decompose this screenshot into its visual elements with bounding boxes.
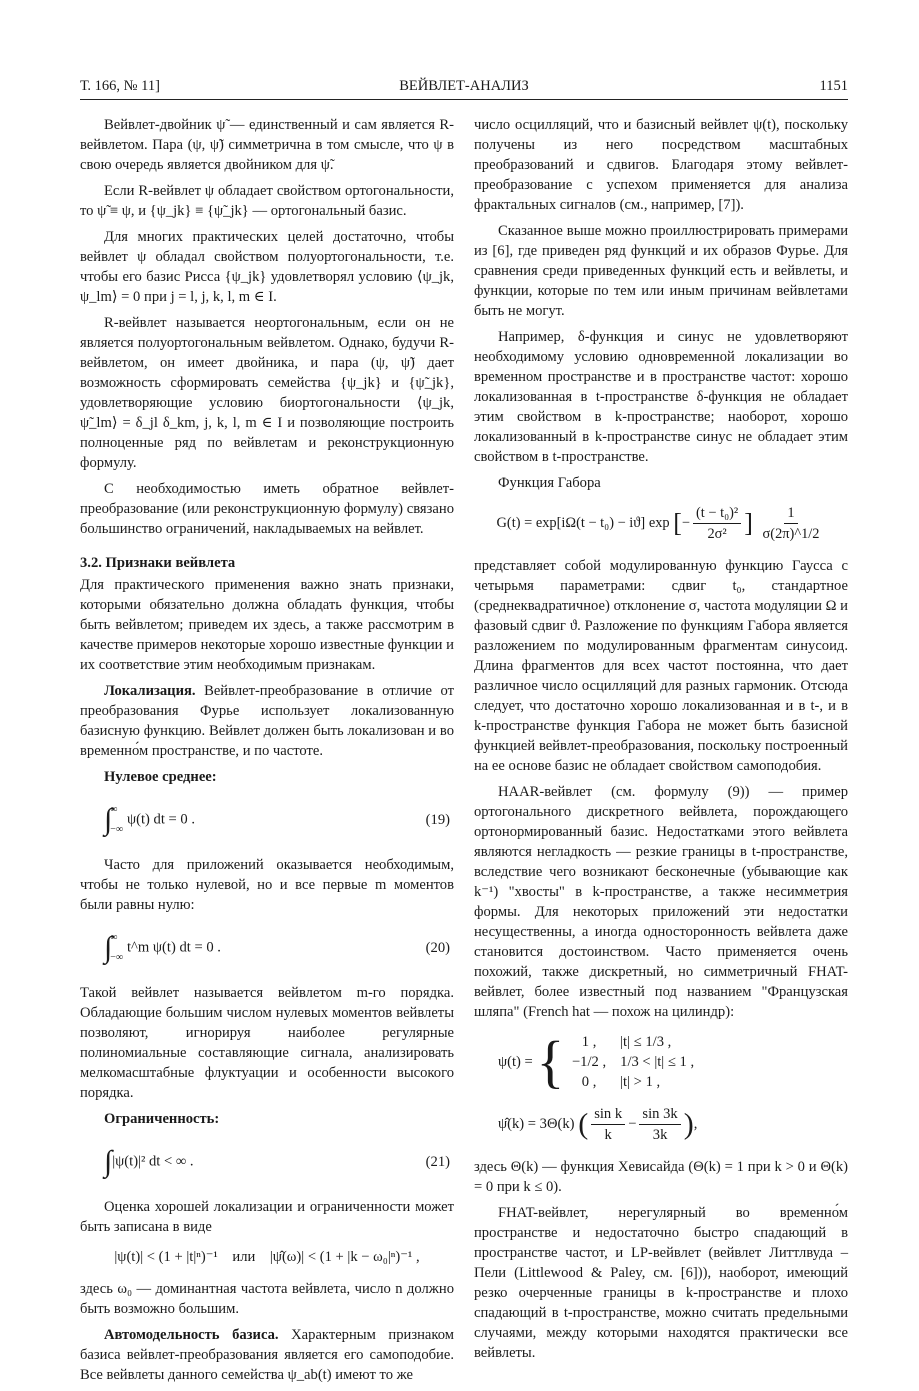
paragraph: Например, δ-функция и синус не удовлетворяют необходимому условию одновременной локализации во временном пространстве и в пространстве частот: хорошо локализованная в t-пространстве δ-функция не обладает этим свойством в k-пространстве; наоборот, хорошо локализованный в k-пространстве синус не обладает этим свойством в t-пространстве. xyxy=(474,329,848,465)
subheading xyxy=(80,767,454,787)
paragraph: Для практического применения важно знать признаки, которыми обязательно должна обладать функция, чтобы быть вейвлетом; приведем их здесь, а также рассмотрим в качестве примеров некоторые хорошо известные функции и их соответствие этим необходимым признакам. xyxy=(80,577,454,673)
paragraph: Часто для приложений оказывается необходимым, чтобы не только нулевой, но и все первые m моментов были равны нулю: xyxy=(80,857,454,913)
sin-3k-fraction xyxy=(639,1104,680,1145)
gabor-equation: G(t) = exp[iΩ(t − t₀) − iϑ] exp [− $\frac{\text{(t − t₀)²}}{\text{2σ²}}$ ] $\frac{1}{\sigma(2\pi)\^{}1/2}$ xyxy=(474,503,848,544)
equation-number: (19) xyxy=(425,812,450,828)
psi-lhs: ψ(t) = xyxy=(498,1054,533,1070)
paragraph: представляет собой модулированную функцию Гаусса с четырьмя параметрами: сдвиг t₀, стандартное (среднеквадратичное) отклонение σ, частота модуляции Ω и фазовый сдвиг ϑ. Разложение по функциям Габора является разложением по модулированным фрагментам синусоид. Длина фрагментов для всех частот постоянна, что дает различное число осцилляций для разных гармоник. Отсюда следует, что достаточно хорошо локализованная и в t-, и в k-пространстве функция Габора не может быть базисной функцией вейвлет-преобразования, поскольку построенный на ее основе базис не обладает свойством самоподобия. xyxy=(474,558,848,774)
gabor-lhs: G(t) = exp[iΩ(t − t₀) − iϑ] exp xyxy=(496,514,670,531)
paragraph: Оценка хорошей локализации и ограниченности может быть записана в виде xyxy=(80,1199,454,1235)
running-title: ВЕЙВЛЕТ-АНАЛИЗ xyxy=(399,78,529,94)
integral-sign: ∫ xyxy=(104,1145,113,1178)
paragraph: FHAT-вейвлет, нерегулярный во временно́м пространстве и недостаточно быстро спадающий в пространстве частот, и LP-вейвлет (вейвлет Литтлвуда – Пели (Littlewood & Paley, см. [6])), наоборот, имеющий резко очерченные границы в k-пространстве и плохо спадающий в t-пространстве, можно считать предельными случаями, между которыми находятся практически все вейвлеты. xyxy=(474,1205,848,1361)
case-condition: 1/3 < |t| ≤ 1 , xyxy=(620,1054,695,1070)
paragraph: Если R-вейвлет ψ обладает свойством ортогональности, то ψ̃ ≡ ψ, и {ψ_jk} ≡ {ψ̃_jk} — ортогональный базис. xyxy=(80,183,454,219)
gabor-denominator: 2σ² xyxy=(707,526,727,542)
equation-body: t^m ψ(t) dt = 0 . xyxy=(127,939,221,956)
section-heading: 3.2. Признаки вейвлета xyxy=(80,555,236,571)
journal-volume: Т. 166, № 11] xyxy=(80,78,160,94)
integral-sign: ∫ xyxy=(104,931,113,964)
paragraph: Функция Габора xyxy=(498,475,601,491)
paragraph: Для многих практических целей достаточно, чтобы вейвлет ψ обладал свойством полуортогональности, т.е. чтобы его базис Рисса {ψ_jk} удовлетворял условию ⟨ψ_jk, ψ_lm⟩ = 0 при j = l, j, k, l, m ∈ I. xyxy=(80,229,454,305)
psihat-lhs: ψ̂(k) = 3Θ(k) xyxy=(498,1115,575,1132)
estimate-time: |ψ(t)| < (1 + |t|ⁿ)⁻¹ xyxy=(114,1249,218,1265)
gabor-numerator: (t − t₀)² xyxy=(693,503,741,524)
piecewise-cases xyxy=(572,1032,694,1092)
case-value: 1 , xyxy=(581,1034,597,1050)
case-condition: |t| > 1 , xyxy=(620,1074,661,1090)
subheading xyxy=(80,1109,454,1129)
case-value: −1/2 , xyxy=(571,1054,607,1070)
fhat-fourier: ψ̂(k) = 3Θ(k) ( $\frac{\text{sin k}}{k}$ − $\frac{\sin 3k}{3k}$ ), xyxy=(498,1106,698,1143)
fhat-definition xyxy=(474,1029,848,1094)
left-column xyxy=(80,115,454,1391)
paragraph: С необходимостью иметь обратное вейвлет-преобразование (или реконструкционную формулу) связано большинство ограничений, накладываемых на вейвлет. xyxy=(80,481,454,537)
equation-body: ψ(t) dt = 0 . xyxy=(127,811,196,828)
gabor-norm-numerator: 1 xyxy=(784,503,797,524)
paragraph-text: Вейвлет-преобразование в отличие от преобразования Фурье использует локализованную базисную функцию. Вейвлет должен быть локализован и во временно́м пространстве, и по частоте. xyxy=(80,683,454,759)
paragraph xyxy=(80,681,454,761)
gabor-fraction xyxy=(693,503,741,544)
fraction-numerator: sin k xyxy=(591,1104,625,1125)
brace: { xyxy=(536,1029,565,1094)
equation-19: ∫ ∞ −∞ ψ(t) dt = 0 . (19) xyxy=(80,797,454,843)
comma: , xyxy=(693,1115,698,1132)
equation-21 xyxy=(80,1139,454,1185)
right-column xyxy=(474,115,848,1369)
gabor-norm xyxy=(760,503,823,544)
header-rule xyxy=(80,99,848,100)
estimate-or: или xyxy=(232,1249,256,1265)
paragraph-text: Характерным признаком базиса вейвлет-преобразования является его самоподобие. Все вейвлеты данного семейства ψ_ab(t) имеют то же xyxy=(80,1327,454,1383)
paragraph: здесь ω₀ — доминантная частота вейвлета, число n должно быть возможно большим. xyxy=(80,1281,454,1317)
paragraph: R-вейвлет называется неортогональным, если он не является полуортогональным вейвлетом. Однако, будучи R-вейвлетом, он имеет двойника, и пара (ψ, ψ̃) дает возможность сформировать семейства {ψ_jk} и {ψ̃_jk}, удовлетворяющие условию биортогональности ⟨ψ_jk, ψ̃_lm⟩ = δ_jl δ_km, j, k, l, m ∈ I и позволяющие построить полноценные ряд по вейвлетам и реконструкционную формулу. xyxy=(80,315,454,471)
paragraph: Вейвлет-двойник ψ̃ — единственный и сам является R-вейвлетом. Пара (ψ, ψ̃) симметрична в том смысле, что ψ в свою очередь является двойником для ψ̃. xyxy=(80,117,454,173)
case-value: 0 , xyxy=(581,1074,597,1090)
paragraph: HAAR-вейвлет (см. формулу (9)) — пример ортогонального дискретного вейвлета, порождающего ортонормированный базис. Недостатками этого вейвлета являются негладкость — резкие границы в t-пространстве, вследствие чего возникают бесконечные (убывающие как k⁻¹) "хвосты" в k-пространстве, а также несимметрия формы. Для некоторых приложений эти недостатки несущественны, а иногда односторонность вейвлета даже становится достоинством. Часто применяется очень похожий, также дискретный, но симметричный FHAT-вейвлет, более известный под названием "Французская шляпа" (French hat — похож на цилиндр): xyxy=(474,784,848,1020)
equation-body: |ψ(t)|² dt < ∞ . xyxy=(112,1153,194,1170)
run-in-heading: Автомодельность базиса. xyxy=(104,1327,279,1343)
estimate-frequency: |ψ̂(ω)| < (1 + |k − ω₀|ⁿ)⁻¹ , xyxy=(269,1249,420,1265)
zero-mean-heading: Нулевое среднее: xyxy=(104,769,217,785)
case-condition: |t| ≤ 1/3 , xyxy=(620,1034,672,1050)
equation-20: ∫ ∞ −∞ t^m ψ(t) dt = 0 . (20) xyxy=(80,925,454,971)
boundedness-heading: Ограниченность: xyxy=(104,1111,220,1127)
paragraph xyxy=(80,1325,454,1385)
minus-sign: − xyxy=(628,1115,637,1132)
paragraph: здесь Θ(k) — функция Хевисайда (Θ(k) = 1 при k > 0 и Θ(k) = 0 при k ≤ 0). xyxy=(474,1159,848,1195)
equation-number: (21) xyxy=(425,1154,450,1170)
run-in-heading: Локализация. xyxy=(104,683,196,699)
fraction-denominator: 3k xyxy=(652,1127,668,1143)
localization-estimate xyxy=(80,1247,454,1267)
integral-sign: ∫ xyxy=(104,803,113,836)
running-header xyxy=(80,78,848,100)
fraction-denominator: k xyxy=(604,1127,612,1143)
gabor-norm-denominator: σ(2π)^1/2 xyxy=(762,526,820,542)
paragraph: Такой вейвлет называется вейвлетом m-го порядка. Обладающие большим числом нулевых моментов вейвлеты позволяют, игнорируя наиболее регулярные полиномиальные составляющие сигнала, анализировать мелкомасштабные флуктуации и особенности высокого порядка. xyxy=(80,985,454,1101)
equation-number: (20) xyxy=(425,940,450,956)
paragraph: число осцилляций, что и базисный вейвлет ψ(t), поскольку получены из него посредством масштабных преобразований и сдвигов. Благодаря этому вейвлет-преобразование с успехом применяется для анализа фрактальных сигналов (см., например, [7]). xyxy=(474,117,848,213)
page-number: 1151 xyxy=(819,78,848,94)
fraction-numerator: sin 3k xyxy=(639,1104,680,1125)
paragraph: Сказанное выше можно проиллюстрировать примерами из [6], где приведен ряд функций и их образов Фурье. Для сравнения среди приведенных функций есть и вейвлеты, и функции, которые по тем или иным причинам вейвлетами быть не могут. xyxy=(474,223,848,319)
sin-k-fraction xyxy=(591,1104,625,1145)
